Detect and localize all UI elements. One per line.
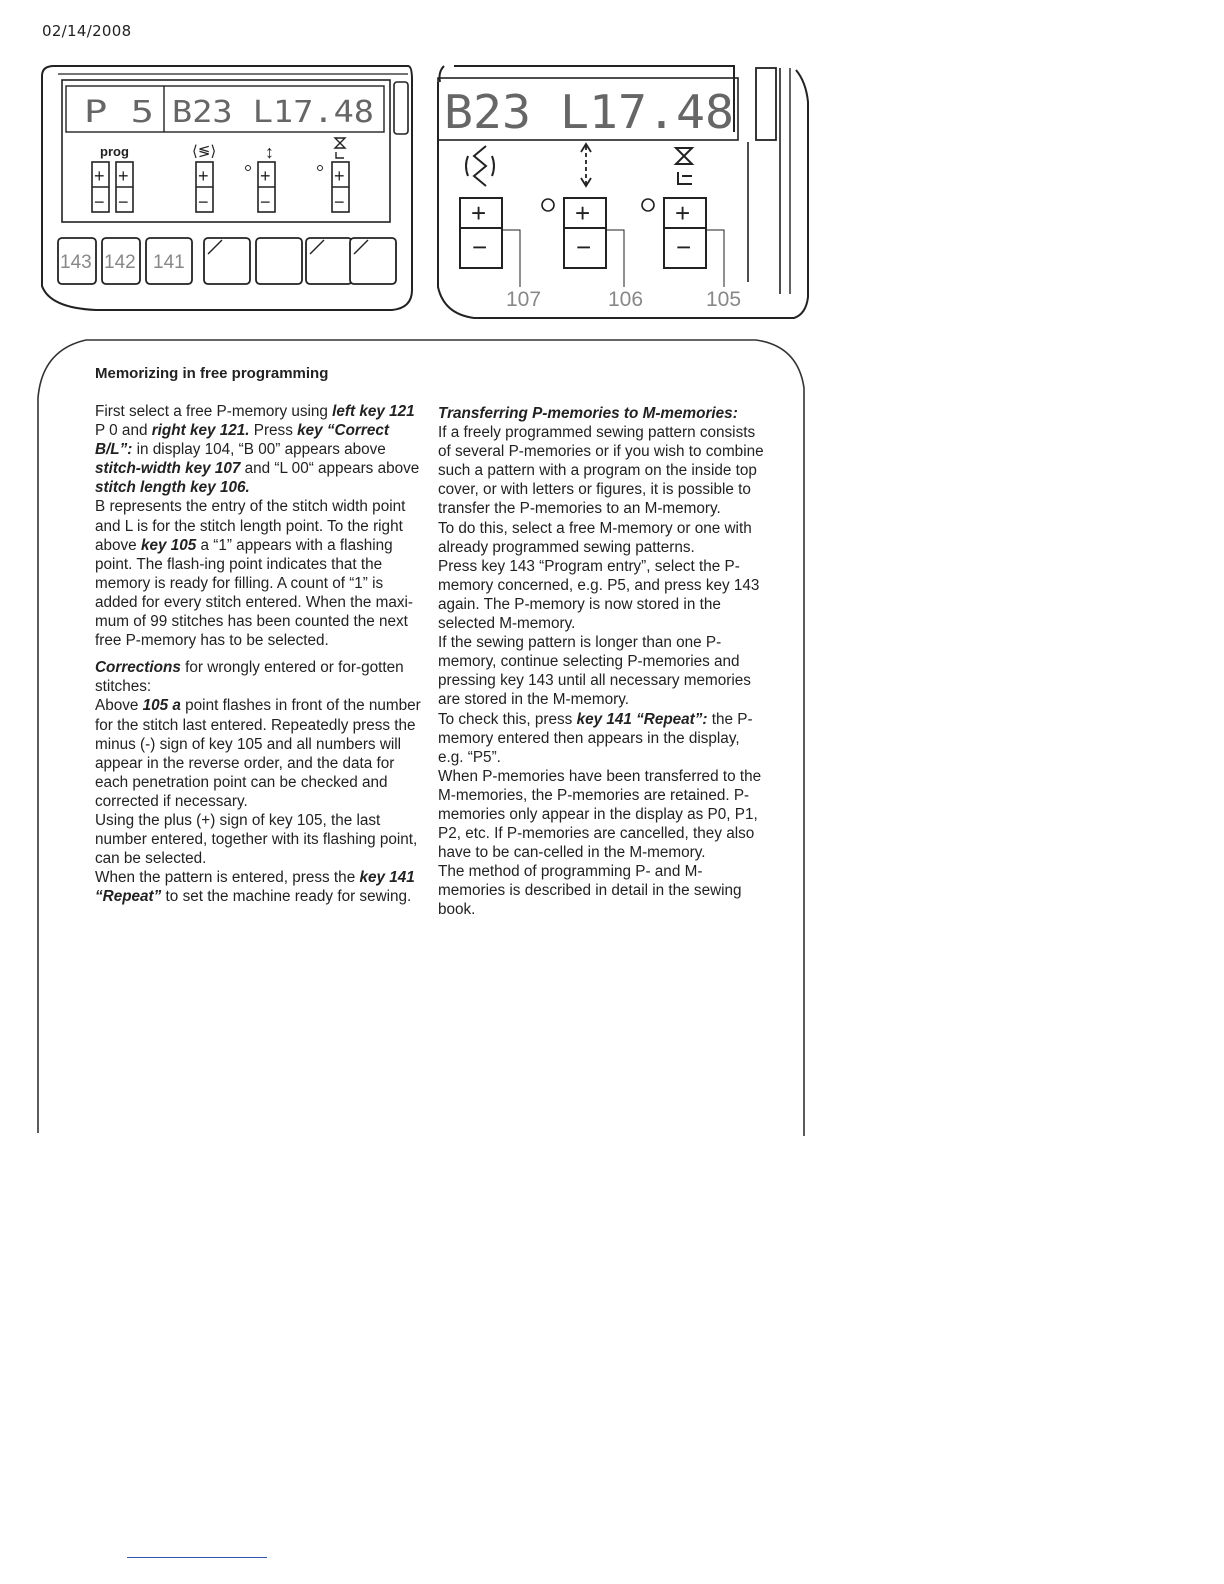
body-text: P 0 and <box>95 422 152 440</box>
minus-sign: − <box>118 192 129 212</box>
minus-sign: − <box>198 192 209 212</box>
indicator-dot <box>318 166 323 171</box>
body-text: First select a free P-memory using <box>95 403 333 420</box>
memory-key-2[interactable] <box>256 238 302 284</box>
control-panel-detail <box>434 62 810 322</box>
display-prog: P 5 <box>84 95 154 130</box>
stitch-width-icon <box>466 146 494 186</box>
body-text: in display 104, “B 00” appears above <box>132 441 386 459</box>
minus-sign: − <box>676 232 692 262</box>
minus-sign: − <box>576 232 592 262</box>
plus-sign: + <box>94 166 105 186</box>
emphasis-text: Corrections <box>95 659 181 677</box>
plus-sign: + <box>471 198 487 228</box>
body-text: If a freely programmed sewing pattern consists of several P-memories or if you wish to combine such a pattern with a program on the inside top cover, or with letters or figures, it is possible to transfer the P-memories to an M-memory. <box>438 424 764 518</box>
indicator-dot <box>542 199 554 211</box>
plus-sign: + <box>118 166 129 186</box>
emphasis-text: Transferring P-memories to M-memories: <box>438 405 738 422</box>
paragraph <box>438 633 768 709</box>
label-107: 107 <box>506 288 542 311</box>
paragraph <box>95 497 425 650</box>
page-date: 02/14/2008 <box>42 22 132 40</box>
paragraph <box>95 696 425 811</box>
paragraph <box>95 658 425 696</box>
minus-sign: − <box>472 232 488 262</box>
paragraph <box>438 404 768 423</box>
needle-stop-icon <box>335 138 345 158</box>
prog-label: prog <box>100 144 129 159</box>
body-text: When the pattern is entered, press the <box>95 869 360 887</box>
paragraph <box>438 519 768 557</box>
emphasis-text: stitch-width key 107 <box>95 460 241 478</box>
body-text: the P-memory entered then appears in the display, e.g. “P5”. <box>438 710 753 766</box>
plus-sign: + <box>675 198 691 228</box>
indicator-dot <box>246 166 251 171</box>
minus-sign: − <box>94 192 105 212</box>
stitch-width-icon: ⟨≶⟩ <box>192 143 217 160</box>
body-text: Press <box>249 422 298 440</box>
emphasis-text: stitch length key 106. <box>95 479 250 497</box>
plus-sign: + <box>334 166 345 186</box>
body-text: for wrongly entered or for-gotten stitches: <box>95 659 404 696</box>
footer-link-line <box>127 1557 267 1558</box>
body-text: Press key 143 “Program entry”, select the P-memory concerned, e.g. P5, and press key 143 again. The P-memory is now stored in the selected M-memory. <box>438 557 760 633</box>
emphasis-text: 105 a <box>142 697 181 715</box>
emphasis-text: key 141 “Repeat”: <box>576 710 708 728</box>
body-text: and “L 00“ appears above <box>240 460 420 478</box>
memory-key-3[interactable] <box>306 238 352 284</box>
key-141-label: 141 <box>153 252 185 273</box>
paragraph <box>438 862 768 919</box>
body-text: When P-memories have been transferred to the M-memories, the P-memories are retained. P-memories only appear in the display as P0, P1, P2, etc. If P-memories are cancelled, they also have to be can-celled in the M-memory. <box>438 767 762 862</box>
needle-stop-icon <box>676 148 692 184</box>
body-text: point flashes in front of the number for the stitch last entered. Repeatedly press the minus (-) sign of key 105 and all numbers will appear in the reverse order, and the data for each penetration point can be checked and corrected if necessary. <box>95 697 421 810</box>
paragraph <box>438 423 768 518</box>
body-text: If the sewing pattern is longer than one P-memory, continue selecting P-memories and pressing key 143 until all necessary memories are stored in the M-memory. <box>438 634 751 709</box>
stitch-length-icon <box>581 144 591 186</box>
body-text: Using the plus (+) sign of key 105, the last number entered, together with its flashing point, can be selected. <box>95 811 418 868</box>
paragraph <box>95 811 425 868</box>
display-main: B23 L17.48 <box>172 95 374 130</box>
minus-sign: − <box>260 192 271 212</box>
minus-sign: − <box>334 192 345 212</box>
paragraph <box>438 767 768 862</box>
label-105: 105 <box>706 288 742 311</box>
body-text: a “1” appears with a flashing point. The flash-ing point indicates that the memory is ready for filling. A count of “1” is added for every stitch entered. When the maxi-mum of 99 stitches has been counted the next free P-memory has to be selected. <box>95 536 413 650</box>
right-column-text <box>438 404 768 920</box>
key-143-label: 143 <box>60 252 92 273</box>
emphasis-text: key 105 <box>140 536 197 554</box>
plus-sign: + <box>198 166 209 186</box>
body-text: B represents the entry of the stitch width point and L is for the stitch length point. To the right above <box>95 498 406 554</box>
paragraph <box>438 710 768 767</box>
plus-sign: + <box>260 166 271 186</box>
paragraph <box>95 868 425 906</box>
left-column-text <box>95 402 425 906</box>
body-text: The method of programming P- and M-memories is described in detail in the sewing book. <box>438 863 742 919</box>
emphasis-text: key “Correct B/L”: <box>95 422 389 459</box>
label-106: 106 <box>608 288 644 311</box>
emphasis-text: key 141 “Repeat” <box>95 869 415 906</box>
memory-key-4[interactable] <box>350 238 396 284</box>
paragraph <box>438 557 768 633</box>
control-panel-illustration <box>36 58 416 318</box>
paragraph <box>95 402 425 497</box>
body-text: To do this, select a free M-memory or one with already programmed sewing patterns. <box>438 519 752 556</box>
section-heading: Memorizing in free programming <box>95 365 329 382</box>
body-text: To check this, press <box>438 710 577 728</box>
body-text: Above <box>95 697 143 715</box>
emphasis-text: right key 121. <box>151 422 250 440</box>
plus-sign: + <box>575 198 591 228</box>
indicator-dot <box>642 199 654 211</box>
emphasis-text: left key 121 <box>332 403 415 420</box>
memory-key-1[interactable] <box>204 238 250 284</box>
key-142-label: 142 <box>104 252 136 273</box>
display-detail: B23 L17.48 <box>444 85 734 139</box>
body-text: to set the machine ready for sewing. <box>161 888 412 906</box>
stitch-length-icon: ↕ <box>265 142 274 162</box>
